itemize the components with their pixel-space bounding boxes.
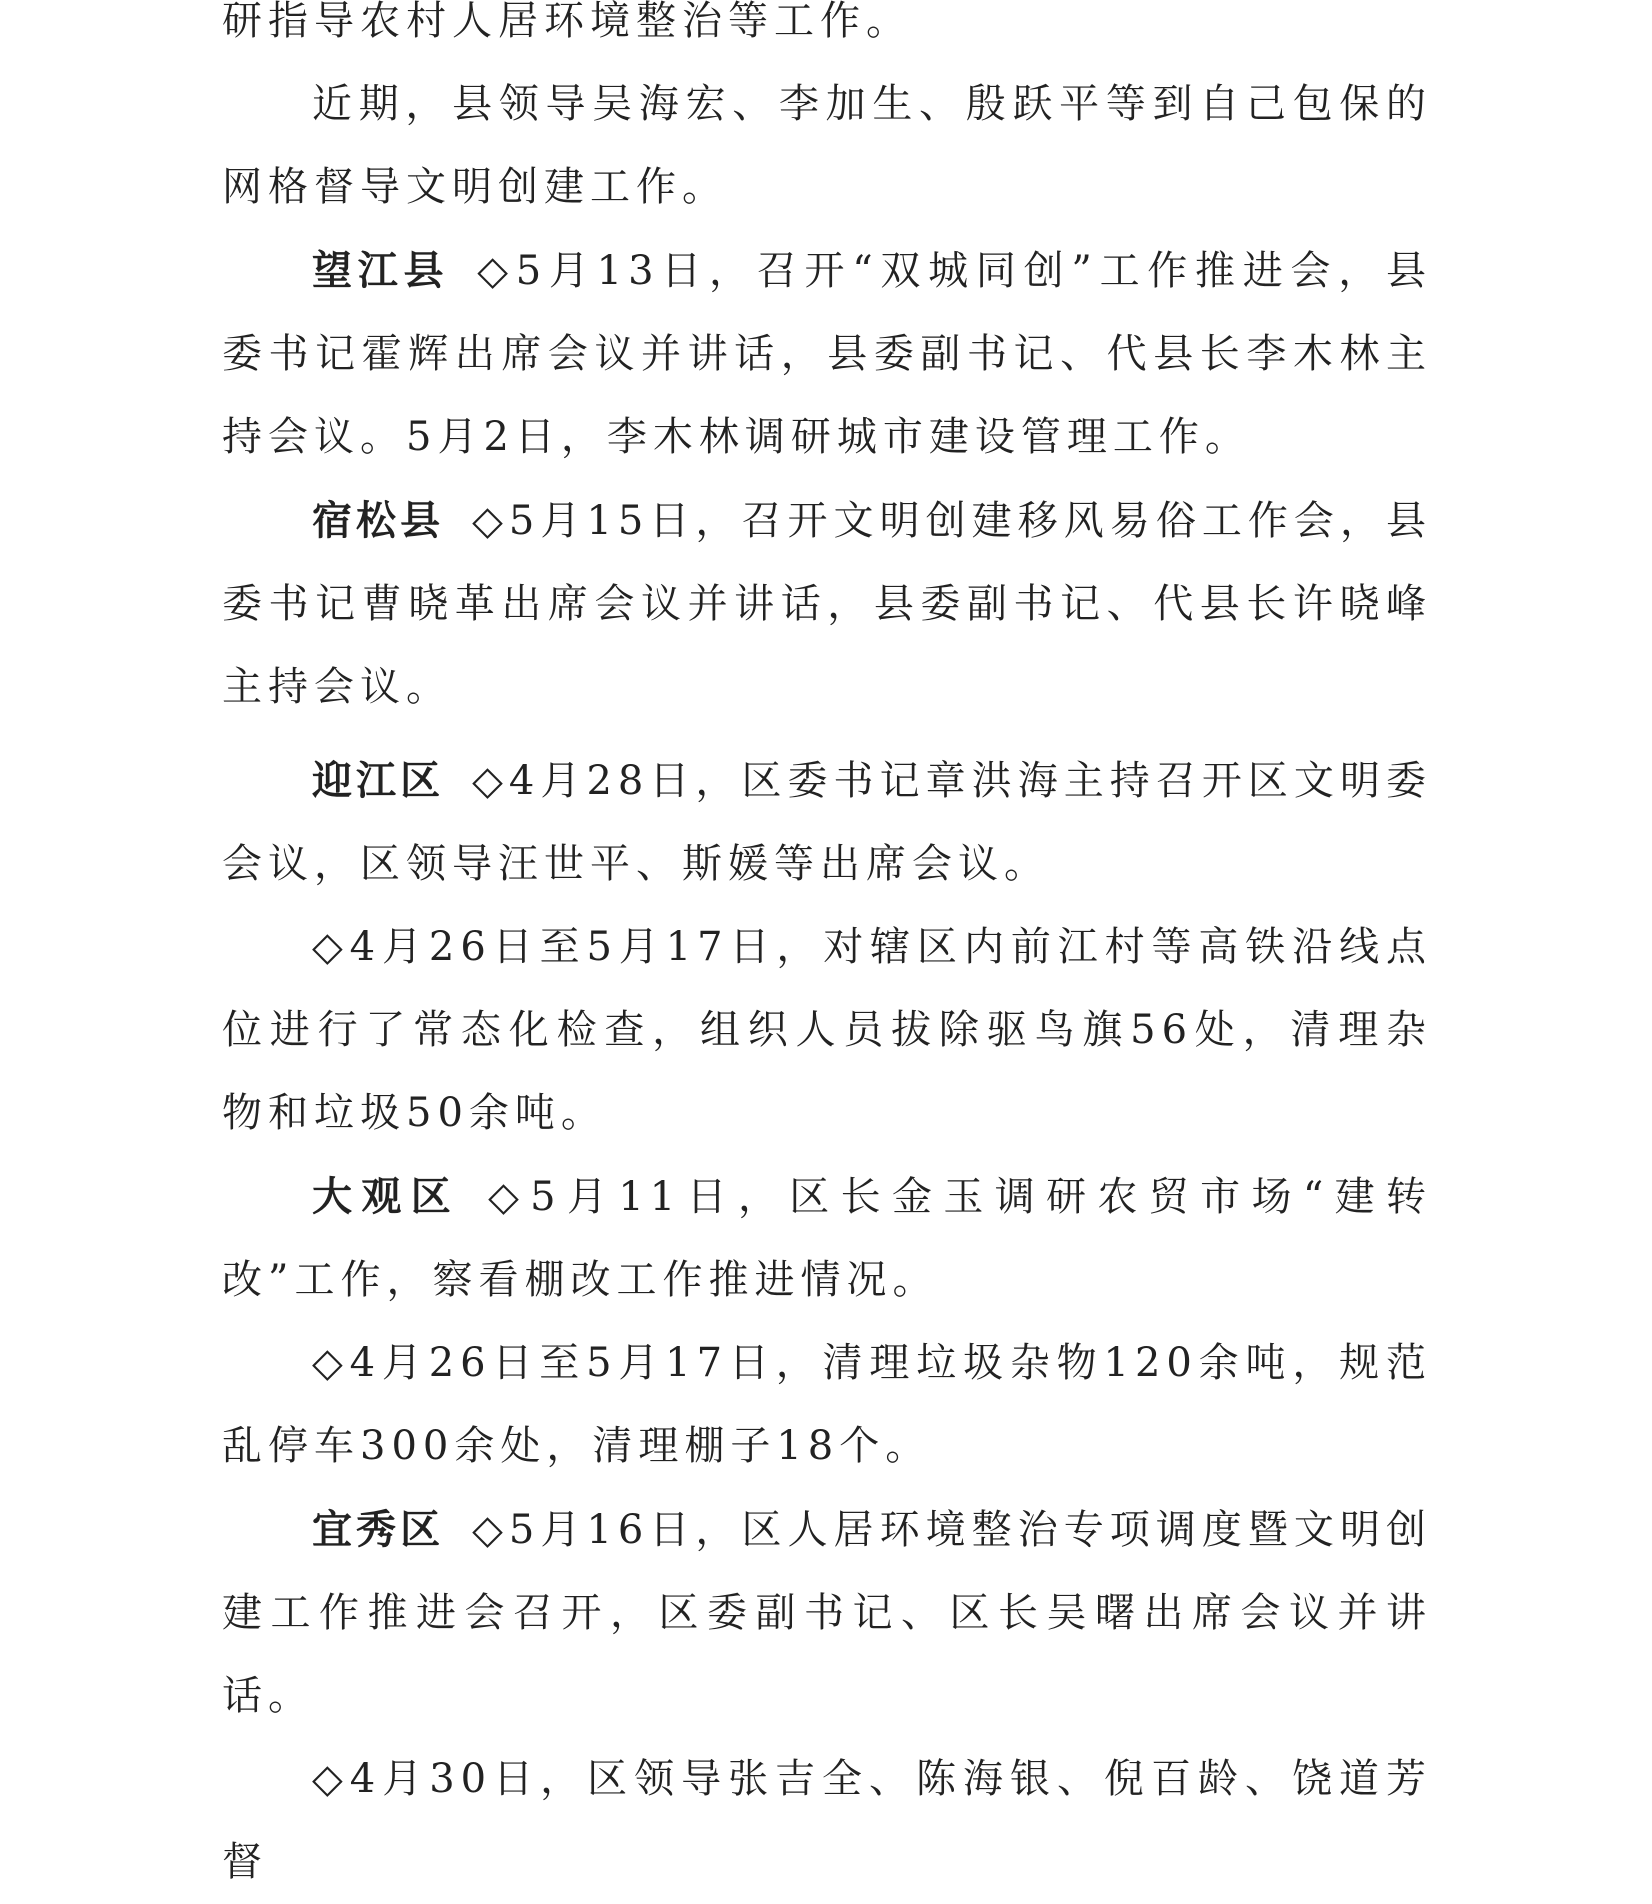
paragraph bbox=[222, 479, 1432, 729]
paragraph-text: ◇5月11日，区长金玉调研农贸市场“建转改”工作，察看棚改工作推进情况。 bbox=[222, 1174, 1432, 1303]
paragraph bbox=[222, 739, 1432, 906]
paragraph-text: ◇4月26日至5月17日，对辖区内前江村等高铁沿线点位进行了常态化检查，组织人员拔除驱鸟旗56处，清理杂物和垃圾50余吨。 bbox=[222, 924, 1432, 1136]
paragraph-text: ◇4月30日，区领导张吉全、陈海银、倪百龄、饶道芳督 bbox=[222, 1756, 1432, 1885]
paragraph bbox=[222, 0, 1432, 63]
paragraph bbox=[222, 1155, 1432, 1322]
paragraph-text: 研指导农村人居环境整治等工作。 bbox=[222, 0, 912, 44]
paragraph-text: ◇5月13日，召开“双城同创”工作推进会，县委书记霍辉出席会议并讲话，县委副书记、代县长李木林主持会议。5月2日，李木林调研城市建设管理工作。 bbox=[222, 248, 1432, 460]
county-label: 大观区 bbox=[312, 1173, 461, 1220]
paragraph bbox=[222, 63, 1432, 229]
county-label: 迎江区 bbox=[312, 757, 445, 804]
paragraph bbox=[222, 229, 1432, 479]
paragraph-text: ◇4月28日，区委书记章洪海主持召开区文明委会议，区领导汪世平、斯媛等出席会议。 bbox=[222, 758, 1433, 887]
document-body bbox=[222, 0, 1432, 1904]
county-label: 宜秀区 bbox=[312, 1506, 445, 1553]
paragraph-text: 近期，县领导吴海宏、李加生、殷跃平等到自己包保的网格督导文明创建工作。 bbox=[222, 81, 1432, 210]
paragraph-text: ◇5月15日，召开文明创建移风易俗工作会，县委书记曹晓革出席会议并讲话，县委副书记、代县长许晓峰主持会议。 bbox=[222, 498, 1433, 710]
paragraph bbox=[222, 906, 1432, 1155]
paragraph-text: ◇5月16日，区人居环境整治专项调度暨文明创建工作推进会召开，区委副书记、区长吴曙出席会议并讲话。 bbox=[222, 1507, 1433, 1719]
county-label: 望江县 bbox=[312, 247, 450, 294]
paragraph bbox=[222, 1488, 1432, 1738]
paragraph-text: ◇4月26日至5月17日，清理垃圾杂物120余吨，规范乱停车300余处，清理棚子18个。 bbox=[222, 1340, 1432, 1469]
county-label: 宿松县 bbox=[312, 497, 445, 544]
paragraph bbox=[222, 1322, 1432, 1488]
paragraph bbox=[222, 1738, 1432, 1904]
